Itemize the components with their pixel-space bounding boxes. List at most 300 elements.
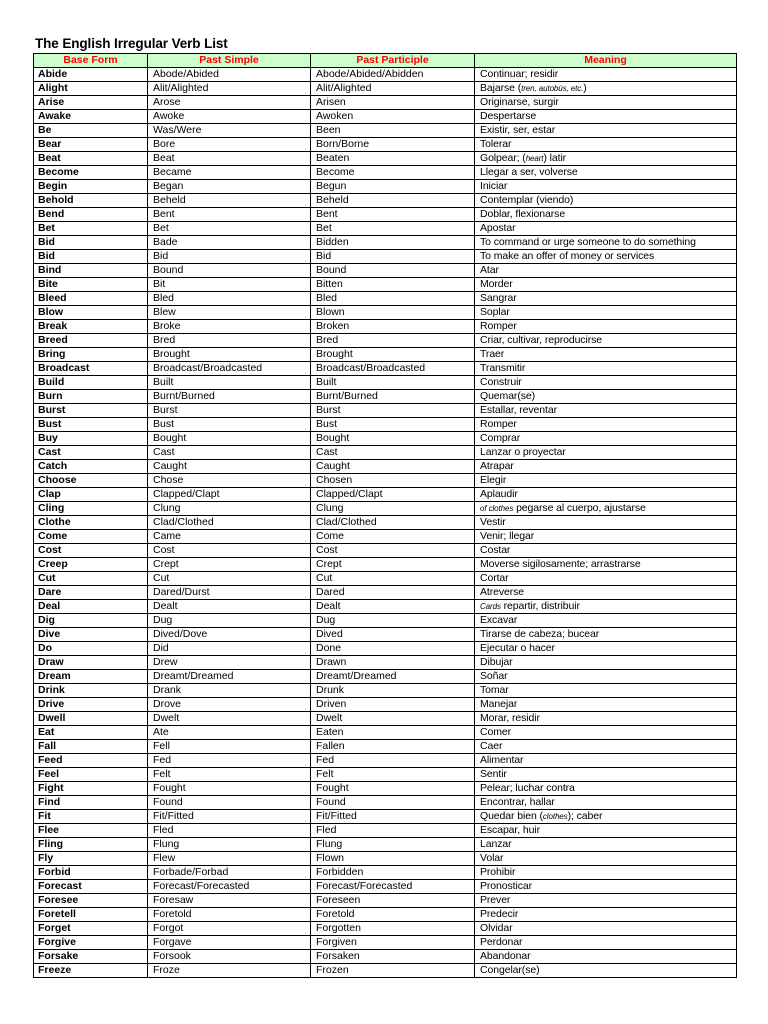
past-participle-cell: Clung <box>311 502 475 516</box>
meaning-cell: To make an offer of money or services <box>475 250 737 264</box>
table-row <box>34 866 737 880</box>
base-form-cell: Clap <box>34 488 148 502</box>
base-form-cell: Dwell <box>34 712 148 726</box>
table-row <box>34 432 737 446</box>
past-simple-cell: Bid <box>148 250 311 264</box>
past-simple-cell: Drew <box>148 656 311 670</box>
meaning-cell: Comprar <box>475 432 737 446</box>
table-row <box>34 180 737 194</box>
meaning-cell: Alimentar <box>475 754 737 768</box>
base-form-cell: Eat <box>34 726 148 740</box>
meaning-text: Bajarse ( <box>480 82 522 94</box>
meaning-cell: Tolerar <box>475 138 737 152</box>
meaning-usage-note: of clothes <box>480 504 514 513</box>
past-simple-cell: Dared/Durst <box>148 586 311 600</box>
past-participle-cell: Flung <box>311 838 475 852</box>
meaning-cell: Soplar <box>475 306 737 320</box>
base-form-cell: Freeze <box>34 964 148 978</box>
past-simple-cell: Bust <box>148 418 311 432</box>
base-form-cell: Cling <box>34 502 148 516</box>
base-form-cell: Dive <box>34 628 148 642</box>
base-form-cell: Find <box>34 796 148 810</box>
past-participle-cell: Fed <box>311 754 475 768</box>
meaning-text: Quedar bien ( <box>480 810 543 822</box>
table-row <box>34 586 737 600</box>
table-row <box>34 264 737 278</box>
past-participle-cell: Bet <box>311 222 475 236</box>
base-form-cell: Drink <box>34 684 148 698</box>
table-row <box>34 68 737 82</box>
meaning-usage-note: clothes <box>542 812 568 821</box>
past-participle-cell: Bidden <box>311 236 475 250</box>
past-participle-cell: Blown <box>311 306 475 320</box>
table-row <box>34 852 737 866</box>
past-simple-cell: Came <box>148 530 311 544</box>
meaning-cell: Manejar <box>475 698 737 712</box>
meaning-cell: Iniciar <box>475 180 737 194</box>
meaning-cell: Contemplar (viendo) <box>475 194 737 208</box>
past-participle-cell: Dreamt/Dreamed <box>311 670 475 684</box>
verb-table <box>33 53 737 978</box>
table-row <box>34 348 737 362</box>
table-row <box>34 656 737 670</box>
past-simple-cell: Alit/Alighted <box>148 82 311 96</box>
table-row <box>34 838 737 852</box>
past-participle-cell: Bled <box>311 292 475 306</box>
past-participle-cell: Frozen <box>311 964 475 978</box>
past-participle-cell: Foretold <box>311 908 475 922</box>
base-form-cell: Bring <box>34 348 148 362</box>
past-participle-cell: Bred <box>311 334 475 348</box>
meaning-cell: Despertarse <box>475 110 737 124</box>
past-simple-cell: Began <box>148 180 311 194</box>
meaning-cell: Aplaudir <box>475 488 737 502</box>
past-participle-cell: Abode/Abided/Abidden <box>311 68 475 82</box>
past-simple-cell: Forecast/Forecasted <box>148 880 311 894</box>
past-simple-cell: Forbade/Forbad <box>148 866 311 880</box>
meaning-cell: Elegir <box>475 474 737 488</box>
base-form-cell: Clothe <box>34 516 148 530</box>
meaning-cell: Morar, residir <box>475 712 737 726</box>
table-row <box>34 222 737 236</box>
past-simple-cell: Bade <box>148 236 311 250</box>
meaning-cell: Excavar <box>475 614 737 628</box>
past-participle-cell: Bent <box>311 208 475 222</box>
table-row <box>34 362 737 376</box>
page-title: The English Irregular Verb List <box>35 36 228 51</box>
base-form-cell: Abide <box>34 68 148 82</box>
meaning-cell: Moverse sigilosamente; arrastrarse <box>475 558 737 572</box>
table-row <box>34 698 737 712</box>
past-participle-cell: Forsaken <box>311 950 475 964</box>
past-simple-cell: Bled <box>148 292 311 306</box>
meaning-cell <box>475 82 737 96</box>
meaning-cell <box>475 600 737 614</box>
past-simple-cell: Dived/Dove <box>148 628 311 642</box>
base-form-cell: Bind <box>34 264 148 278</box>
meaning-cell: Llegar a ser, volverse <box>475 166 737 180</box>
past-participle-cell: Clad/Clothed <box>311 516 475 530</box>
past-participle-cell: Come <box>311 530 475 544</box>
base-form-cell: Alight <box>34 82 148 96</box>
past-participle-cell: Bound <box>311 264 475 278</box>
past-participle-cell: Bought <box>311 432 475 446</box>
table-row <box>34 166 737 180</box>
past-simple-cell: Cost <box>148 544 311 558</box>
table-row <box>34 936 737 950</box>
past-simple-cell: Built <box>148 376 311 390</box>
table-row <box>34 110 737 124</box>
meaning-cell: Transmitir <box>475 362 737 376</box>
past-simple-cell: Fled <box>148 824 311 838</box>
base-form-cell: Cost <box>34 544 148 558</box>
past-simple-cell: Bore <box>148 138 311 152</box>
past-simple-cell: Became <box>148 166 311 180</box>
past-participle-cell: Caught <box>311 460 475 474</box>
past-simple-cell: Drank <box>148 684 311 698</box>
past-participle-cell: Brought <box>311 348 475 362</box>
past-simple-cell: Bound <box>148 264 311 278</box>
base-form-cell: Bend <box>34 208 148 222</box>
meaning-cell: Olvidar <box>475 922 737 936</box>
past-participle-cell: Fled <box>311 824 475 838</box>
base-form-cell: Drive <box>34 698 148 712</box>
table-row <box>34 950 737 964</box>
past-simple-cell: Ate <box>148 726 311 740</box>
meaning-cell: Atreverse <box>475 586 737 600</box>
table-row <box>34 922 737 936</box>
base-form-cell: Choose <box>34 474 148 488</box>
past-simple-cell: Flung <box>148 838 311 852</box>
table-row <box>34 880 737 894</box>
table-row <box>34 782 737 796</box>
table-row <box>34 124 737 138</box>
base-form-cell: Do <box>34 642 148 656</box>
meaning-cell: Dibujar <box>475 656 737 670</box>
base-form-cell: Bear <box>34 138 148 152</box>
base-form-cell: Bet <box>34 222 148 236</box>
table-row <box>34 614 737 628</box>
table-row <box>34 208 737 222</box>
past-simple-cell: Broke <box>148 320 311 334</box>
base-form-cell: Beat <box>34 152 148 166</box>
meaning-cell: Prohibir <box>475 866 737 880</box>
meaning-cell: Perdonar <box>475 936 737 950</box>
table-row <box>34 628 737 642</box>
table-row <box>34 796 737 810</box>
base-form-cell: Become <box>34 166 148 180</box>
past-participle-cell: Drunk <box>311 684 475 698</box>
past-simple-cell: Beheld <box>148 194 311 208</box>
meaning-usage-note: tren, autobús, etc. <box>521 84 584 93</box>
past-simple-cell: Brought <box>148 348 311 362</box>
table-row <box>34 82 737 96</box>
past-simple-cell: Fell <box>148 740 311 754</box>
base-form-cell: Dig <box>34 614 148 628</box>
base-form-cell: Flee <box>34 824 148 838</box>
meaning-cell: Tirarse de cabeza; bucear <box>475 628 737 642</box>
past-participle-cell: Fit/Fitted <box>311 810 475 824</box>
base-form-cell: Cut <box>34 572 148 586</box>
past-participle-cell: Bid <box>311 250 475 264</box>
meaning-cell: Ejecutar o hacer <box>475 642 737 656</box>
base-form-cell: Breed <box>34 334 148 348</box>
past-participle-cell: Built <box>311 376 475 390</box>
table-row <box>34 250 737 264</box>
past-participle-cell: Found <box>311 796 475 810</box>
table-row <box>34 334 737 348</box>
past-simple-cell: Bent <box>148 208 311 222</box>
base-form-cell: Bid <box>34 250 148 264</box>
past-participle-cell: Become <box>311 166 475 180</box>
meaning-text: ) latir <box>543 152 567 164</box>
past-simple-cell: Dwelt <box>148 712 311 726</box>
meaning-cell: Costar <box>475 544 737 558</box>
meaning-cell: Morder <box>475 278 737 292</box>
past-simple-cell: Dreamt/Dreamed <box>148 670 311 684</box>
base-form-cell: Bleed <box>34 292 148 306</box>
base-form-cell: Build <box>34 376 148 390</box>
meaning-cell: Tomar <box>475 684 737 698</box>
past-simple-cell: Felt <box>148 768 311 782</box>
base-form-cell: Creep <box>34 558 148 572</box>
base-form-cell: Fling <box>34 838 148 852</box>
base-form-cell: Fight <box>34 782 148 796</box>
past-participle-cell: Dwelt <box>311 712 475 726</box>
past-simple-cell: Abode/Abided <box>148 68 311 82</box>
past-simple-cell: Forgave <box>148 936 311 950</box>
table-row <box>34 138 737 152</box>
table-row <box>34 572 737 586</box>
past-simple-cell: Dug <box>148 614 311 628</box>
past-participle-cell: Eaten <box>311 726 475 740</box>
past-participle-cell: Begun <box>311 180 475 194</box>
meaning-cell: Abandonar <box>475 950 737 964</box>
past-simple-cell: Forgot <box>148 922 311 936</box>
meaning-usage-note: Cards <box>480 602 501 611</box>
past-participle-cell: Cost <box>311 544 475 558</box>
table-body <box>34 68 737 978</box>
base-form-cell: Begin <box>34 180 148 194</box>
past-participle-cell: Drawn <box>311 656 475 670</box>
base-form-cell: Draw <box>34 656 148 670</box>
past-participle-cell: Dug <box>311 614 475 628</box>
table-row <box>34 768 737 782</box>
table-row <box>34 824 737 838</box>
past-participle-cell: Born/Borne <box>311 138 475 152</box>
table-row <box>34 474 737 488</box>
table-row <box>34 404 737 418</box>
table-row <box>34 292 737 306</box>
past-participle-cell: Alit/Alighted <box>311 82 475 96</box>
base-form-cell: Deal <box>34 600 148 614</box>
meaning-cell: Cortar <box>475 572 737 586</box>
base-form-cell: Forgive <box>34 936 148 950</box>
past-participle-cell: Burst <box>311 404 475 418</box>
base-form-cell: Dare <box>34 586 148 600</box>
meaning-cell: Construir <box>475 376 737 390</box>
base-form-cell: Bite <box>34 278 148 292</box>
past-participle-cell: Flown <box>311 852 475 866</box>
past-simple-cell: Bit <box>148 278 311 292</box>
past-simple-cell: Forsook <box>148 950 311 964</box>
past-participle-cell: Forbidden <box>311 866 475 880</box>
past-simple-cell: Beat <box>148 152 311 166</box>
meaning-text: ); caber <box>567 810 603 822</box>
table-header-row <box>34 54 737 68</box>
meaning-cell: Romper <box>475 320 737 334</box>
header-base-form: Base Form <box>34 54 148 68</box>
past-participle-cell: Been <box>311 124 475 138</box>
table-row <box>34 684 737 698</box>
past-simple-cell: Awoke <box>148 110 311 124</box>
meaning-cell: To command or urge someone to do something <box>475 236 737 250</box>
past-participle-cell: Done <box>311 642 475 656</box>
meaning-cell: Estallar, reventar <box>475 404 737 418</box>
past-participle-cell: Cast <box>311 446 475 460</box>
meaning-cell: Vestir <box>475 516 737 530</box>
base-form-cell: Foresee <box>34 894 148 908</box>
meaning-cell: Traer <box>475 348 737 362</box>
table-row <box>34 530 737 544</box>
table-row <box>34 600 737 614</box>
table-row <box>34 502 737 516</box>
base-form-cell: Break <box>34 320 148 334</box>
meaning-text: repartir, distribuir <box>500 600 580 612</box>
base-form-cell: Blow <box>34 306 148 320</box>
header-past-participle: Past Participle <box>311 54 475 68</box>
base-form-cell: Dream <box>34 670 148 684</box>
meaning-cell: Lanzar o proyectar <box>475 446 737 460</box>
base-form-cell: Feed <box>34 754 148 768</box>
meaning-cell: Volar <box>475 852 737 866</box>
past-simple-cell: Fit/Fitted <box>148 810 311 824</box>
past-participle-cell: Forgotten <box>311 922 475 936</box>
base-form-cell: Bid <box>34 236 148 250</box>
table-row <box>34 964 737 978</box>
header-meaning: Meaning <box>475 54 737 68</box>
past-simple-cell: Froze <box>148 964 311 978</box>
table-row <box>34 390 737 404</box>
base-form-cell: Cast <box>34 446 148 460</box>
table-row <box>34 376 737 390</box>
table-row <box>34 558 737 572</box>
past-participle-cell: Arisen <box>311 96 475 110</box>
table-row <box>34 278 737 292</box>
past-participle-cell: Awoken <box>311 110 475 124</box>
base-form-cell: Awake <box>34 110 148 124</box>
past-participle-cell: Burnt/Burned <box>311 390 475 404</box>
meaning-cell: Criar, cultivar, reproducirse <box>475 334 737 348</box>
past-simple-cell: Found <box>148 796 311 810</box>
meaning-cell: Venir; llegar <box>475 530 737 544</box>
table-row <box>34 908 737 922</box>
table-row <box>34 236 737 250</box>
meaning-cell <box>475 502 737 516</box>
meaning-cell <box>475 810 737 824</box>
past-simple-cell: Fed <box>148 754 311 768</box>
base-form-cell: Buy <box>34 432 148 446</box>
table-row <box>34 740 737 754</box>
past-simple-cell: Foresaw <box>148 894 311 908</box>
base-form-cell: Catch <box>34 460 148 474</box>
past-participle-cell: Dealt <box>311 600 475 614</box>
past-simple-cell: Clad/Clothed <box>148 516 311 530</box>
table-row <box>34 488 737 502</box>
meaning-cell: Atar <box>475 264 737 278</box>
table-row <box>34 306 737 320</box>
base-form-cell: Feel <box>34 768 148 782</box>
table-row <box>34 712 737 726</box>
table-row <box>34 642 737 656</box>
past-simple-cell: Chose <box>148 474 311 488</box>
table-row <box>34 194 737 208</box>
base-form-cell: Broadcast <box>34 362 148 376</box>
base-form-cell: Come <box>34 530 148 544</box>
past-participle-cell: Felt <box>311 768 475 782</box>
meaning-cell: Comer <box>475 726 737 740</box>
table-row <box>34 894 737 908</box>
meaning-cell <box>475 152 737 166</box>
table-row <box>34 446 737 460</box>
past-participle-cell: Crept <box>311 558 475 572</box>
past-simple-cell: Flew <box>148 852 311 866</box>
past-simple-cell: Bet <box>148 222 311 236</box>
past-participle-cell: Dived <box>311 628 475 642</box>
table-row <box>34 418 737 432</box>
past-participle-cell: Beaten <box>311 152 475 166</box>
past-participle-cell: Bitten <box>311 278 475 292</box>
meaning-cell: Caer <box>475 740 737 754</box>
base-form-cell: Bust <box>34 418 148 432</box>
header-past-simple: Past Simple <box>148 54 311 68</box>
meaning-text: pegarse al cuerpo, ajustarse <box>513 502 646 514</box>
past-participle-cell: Fought <box>311 782 475 796</box>
meaning-cell: Congelar(se) <box>475 964 737 978</box>
base-form-cell: Burn <box>34 390 148 404</box>
table-row <box>34 320 737 334</box>
meaning-cell: Lanzar <box>475 838 737 852</box>
past-simple-cell: Cut <box>148 572 311 586</box>
past-simple-cell: Burnt/Burned <box>148 390 311 404</box>
table-row <box>34 460 737 474</box>
meaning-cell: Sangrar <box>475 292 737 306</box>
meaning-cell: Romper <box>475 418 737 432</box>
table-row <box>34 152 737 166</box>
table-row <box>34 544 737 558</box>
meaning-cell: Soñar <box>475 670 737 684</box>
past-simple-cell: Crept <box>148 558 311 572</box>
past-simple-cell: Clung <box>148 502 311 516</box>
past-simple-cell: Bought <box>148 432 311 446</box>
meaning-cell: Escapar, huir <box>475 824 737 838</box>
past-participle-cell: Dared <box>311 586 475 600</box>
base-form-cell: Forecast <box>34 880 148 894</box>
meaning-cell: Sentir <box>475 768 737 782</box>
past-simple-cell: Was/Were <box>148 124 311 138</box>
meaning-cell: Apostar <box>475 222 737 236</box>
meaning-cell: Pronosticar <box>475 880 737 894</box>
table-row <box>34 96 737 110</box>
past-participle-cell: Forecast/Forecasted <box>311 880 475 894</box>
past-simple-cell: Caught <box>148 460 311 474</box>
table-row <box>34 726 737 740</box>
meaning-cell: Quemar(se) <box>475 390 737 404</box>
meaning-cell: Encontrar, hallar <box>475 796 737 810</box>
base-form-cell: Arise <box>34 96 148 110</box>
base-form-cell: Fit <box>34 810 148 824</box>
past-participle-cell: Driven <box>311 698 475 712</box>
